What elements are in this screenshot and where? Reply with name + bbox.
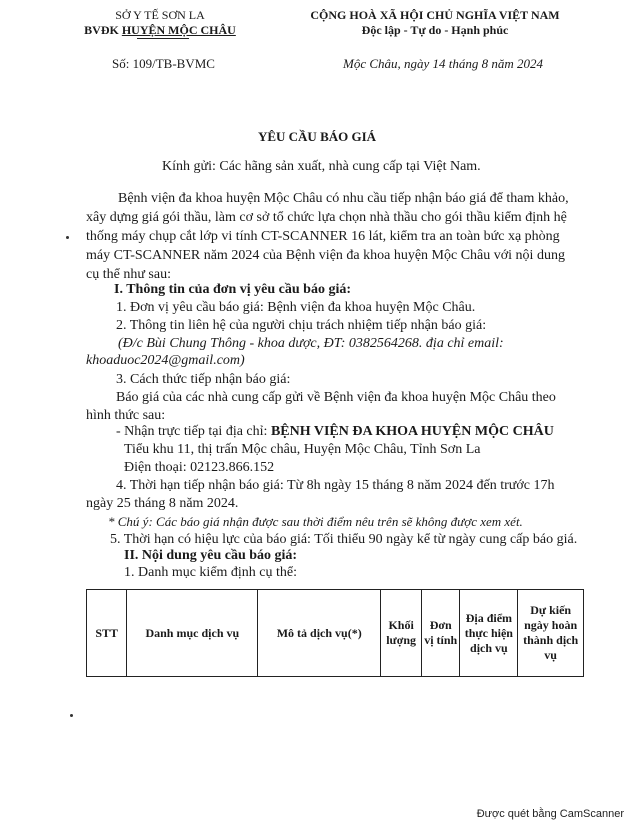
column-header: Danh mục dịch vụ [127, 590, 258, 677]
document-title: YÊU CẦU BÁO GIÁ [257, 129, 377, 144]
hospital-address: Tiểu khu 11, thị trấn Mộc châu, Huyện Mộc Châu, Tỉnh Sơn La [124, 442, 481, 457]
column-header: STT [87, 590, 127, 677]
issuer-department: SỞ Y TẾ SƠN LA [115, 8, 205, 22]
section-1-item-5: 5. Thời hạn có hiệu lực của báo giá: Tối thiểu 90 ngày kể từ ngày cung cấp báo giá. [110, 532, 578, 547]
nation-name: CỘNG HOÀ XÃ HỘI CHỦ NGHĨA VIỆT NAM [310, 8, 560, 22]
scan-speck [66, 236, 69, 239]
section-1-item-4: 4. Thời hạn tiếp nhận báo giá: Từ 8h ngày 15 tháng 8 năm 2024 đến trước 17h [116, 478, 555, 493]
section-1-item-2: 2. Thông tin liên hệ của người chịu trách nhiệm tiếp nhận báo giá: [116, 318, 487, 333]
column-header: Mô tả dịch vụ(*) [258, 590, 381, 677]
national-heading [285, 8, 585, 38]
recipient-line: Kính gửi: Các hãng sản xuất, nhà cung cấp tại Việt Nam. [162, 159, 481, 174]
national-motto: Độc lập - Tự do - Hạnh phúc [361, 23, 509, 37]
column-header: Khối lượng [381, 590, 422, 677]
section-1-heading: I. Thông tin của đơn vị yêu cầu báo giá: [114, 282, 351, 297]
issuer-hospital: BVĐK HUYỆN MỘC CHÂU [84, 23, 236, 37]
column-header: Địa điểm thực hiện dịch vụ [460, 590, 518, 677]
section-2-heading: II. Nội dung yêu cầu báo giá: [124, 548, 298, 563]
column-header: Đơn vị tính [421, 590, 460, 677]
intro-line: Bệnh viện đa khoa huyện Mộc Châu có nhu cầu tiếp nhận báo giá để tham khảo, [118, 191, 569, 206]
direct-submission: - Nhận trực tiếp tại địa chỉ: BỆNH VIỆN ĐA KHOA HUYỆN MỘC CHÂU [116, 424, 554, 439]
intro-line: thống máy chụp cắt lớp vi tính CT-SCANNER 16 lát, kiểm tra an toàn bức xạ phòng [86, 229, 560, 244]
scan-speck [70, 714, 73, 717]
document-number: Số: 109/TB-BVMC [112, 56, 215, 71]
table-header-row [87, 590, 584, 677]
contact-email: khoaduoc2024@gmail.com) [86, 353, 245, 368]
intro-line: máy CT-SCANNER năm 2024 của Bệnh viện đa khoa huyện Mộc Châu với nội dung [86, 248, 565, 263]
contact-info: (Đ/c Bùi Chung Thông - khoa dược, ĐT: 0382564268. địa chỉ email: [118, 336, 504, 351]
hospital-phone: Điện thoại: 02123.866.152 [124, 460, 275, 475]
section-1-item-1: 1. Đơn vị yêu cầu báo giá: Bệnh viện đa khoa huyện Mộc Châu. [116, 300, 476, 315]
section-2-item-1: 1. Danh mục kiểm định cụ thể: [124, 565, 298, 580]
intro-line: cụ thể như sau: [86, 267, 171, 282]
service-list-table [86, 589, 584, 677]
item-3-text: Báo giá của các nhà cung cấp gửi về Bệnh viện đa khoa huyện Mộc Châu theo [116, 390, 556, 405]
hospital-name: BỆNH VIỆN ĐA KHOA HUYỆN MỘC CHÂU [270, 424, 554, 439]
scanner-watermark: Được quét bằng CamScanner [476, 808, 624, 820]
deadline-note: * Chú ý: Các báo giá nhận được sau thời điểm nêu trên sẽ không được xem xét. [108, 514, 523, 529]
item-3-text: hình thức sau: [86, 408, 166, 423]
section-1-item-4-cont: ngày 25 tháng 8 năm 2024. [86, 496, 239, 511]
header-underline [137, 38, 189, 39]
issuer-block [80, 8, 240, 38]
column-header: Dự kiến ngày hoàn thành dịch vụ [518, 590, 584, 677]
section-1-item-3: 3. Cách thức tiếp nhận báo giá: [116, 372, 291, 387]
place-and-date: Mộc Châu, ngày 14 tháng 8 năm 2024 [343, 56, 544, 71]
intro-line: xây dựng giá gói thầu, làm cơ sở tổ chức lựa chọn nhà thầu cho gói thầu kiểm định hệ [86, 210, 567, 225]
